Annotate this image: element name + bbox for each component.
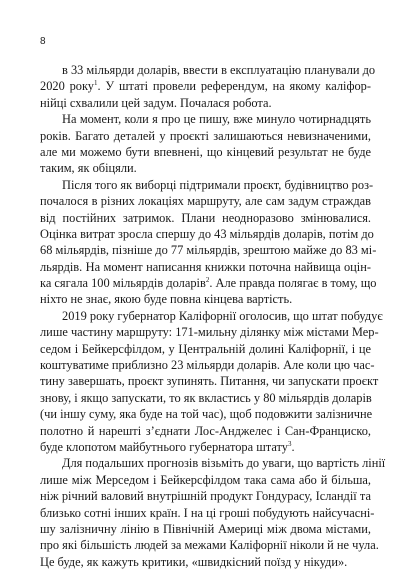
text-line: льярдів. На момент написання книжки поточна найвища оцін- bbox=[40, 259, 371, 274]
text-line: 68 мільярдів, пізніше до 77 мільярдів, зрештою майже до 83 мі- bbox=[40, 243, 377, 258]
paragraph bbox=[40, 308, 383, 456]
text-line: років. Багато деталей у проєкті залишаються невизначеними, bbox=[40, 128, 371, 143]
text-line: нійці схвалили цей задум. Почалася робота. bbox=[40, 95, 272, 110]
text-line: Після того як виборці підтримали проєкт, будівництво роз- bbox=[62, 177, 374, 192]
paragraph bbox=[40, 455, 386, 570]
text-line: близько сотні інших країн. І на ці гроші побудують найсучасні- bbox=[40, 505, 375, 520]
paragraph bbox=[40, 111, 371, 177]
text-line: 2020 року$^1$. У штаті провели референдум, на якому каліфор- bbox=[40, 79, 371, 94]
text-line: Оцінка витрат зросла спершу до 43 мільярдів доларів, потім до bbox=[40, 226, 374, 241]
text-line: полотно й нарешті з’єднати Лос-Анджелес і Сан-Франциско, bbox=[40, 423, 371, 438]
text-line: почалося в різних локаціях маршруту, але сам задум страждав bbox=[40, 194, 371, 209]
text-line: буде клопотом майбутнього губернатора штату$^3$. bbox=[40, 439, 295, 454]
body-text bbox=[40, 62, 386, 570]
text-line: в 33 мільярди доларів, ввести в експлуатацію планували до bbox=[62, 63, 376, 77]
text-line: таким, як обіцяли. bbox=[40, 161, 137, 176]
text-line: коштуватиме приблизно 23 мільярди доларів. Але коли цю час- bbox=[40, 358, 375, 373]
paragraph bbox=[40, 177, 377, 308]
text-line: 2019 року губернатор Каліфорнії оголосив, що штат побудує bbox=[62, 308, 383, 323]
text-line: про які більшість людей за межами Каліфорнії ніколи й не чула. bbox=[40, 538, 379, 553]
footnote-marker[interactable]: 2 bbox=[205, 276, 210, 285]
text-line: На момент, коли я про це пишу, вже минуло чотирнадцять bbox=[62, 112, 371, 127]
footnote-marker[interactable]: 1 bbox=[94, 79, 98, 88]
text-line: седом і Бейкерсфілдом, у Центральній долині Каліфорнії, і це bbox=[40, 341, 371, 356]
text-line: ніхто не знає, якою буде повна кінцева вартість. bbox=[40, 292, 293, 307]
page-number: 8 bbox=[40, 36, 46, 47]
text-line: тину завершать, проєкт зупинять. Питання, чи запускати проєкт bbox=[40, 374, 379, 389]
text-line: знову, і якщо запускати, то як вкластись у 80 мільярдів доларів bbox=[40, 390, 372, 405]
text-line: від постійних затримок. Плани неодноразово змінювалися. bbox=[40, 210, 371, 225]
paragraph bbox=[40, 62, 376, 111]
text-line: (чи іншу суму, яка буде на той час), щоб подовжити залізничне bbox=[40, 407, 373, 422]
text-line: шу залізничну лінію в Північній Америці між двома містами, bbox=[40, 521, 371, 536]
text-line: Це буде, як кажуть критики, «швидкісний поїзд у нікуди». bbox=[40, 554, 348, 569]
text-line: лише частину маршруту: 171-мильну ділянку між містами Мер- bbox=[40, 325, 379, 340]
text-line: ка сягала 100 мільярдів доларів$^2$. Але правда полягає в тому, що bbox=[40, 276, 377, 291]
text-line: Для подальших прогнозів візьміть до уваги, що вартість лінії bbox=[62, 456, 386, 471]
text-line: але ми можемо бути впевнені, що кінцевий результат не буде bbox=[40, 144, 371, 159]
text-line: лише між Мерседом і Бейкерсфілдом така сама або й більша, bbox=[40, 472, 371, 487]
text-line: ніж річний валовий внутрішній продукт Гондурасу, Ісландії та bbox=[40, 489, 371, 504]
footnote-marker[interactable]: 3 bbox=[287, 439, 292, 448]
